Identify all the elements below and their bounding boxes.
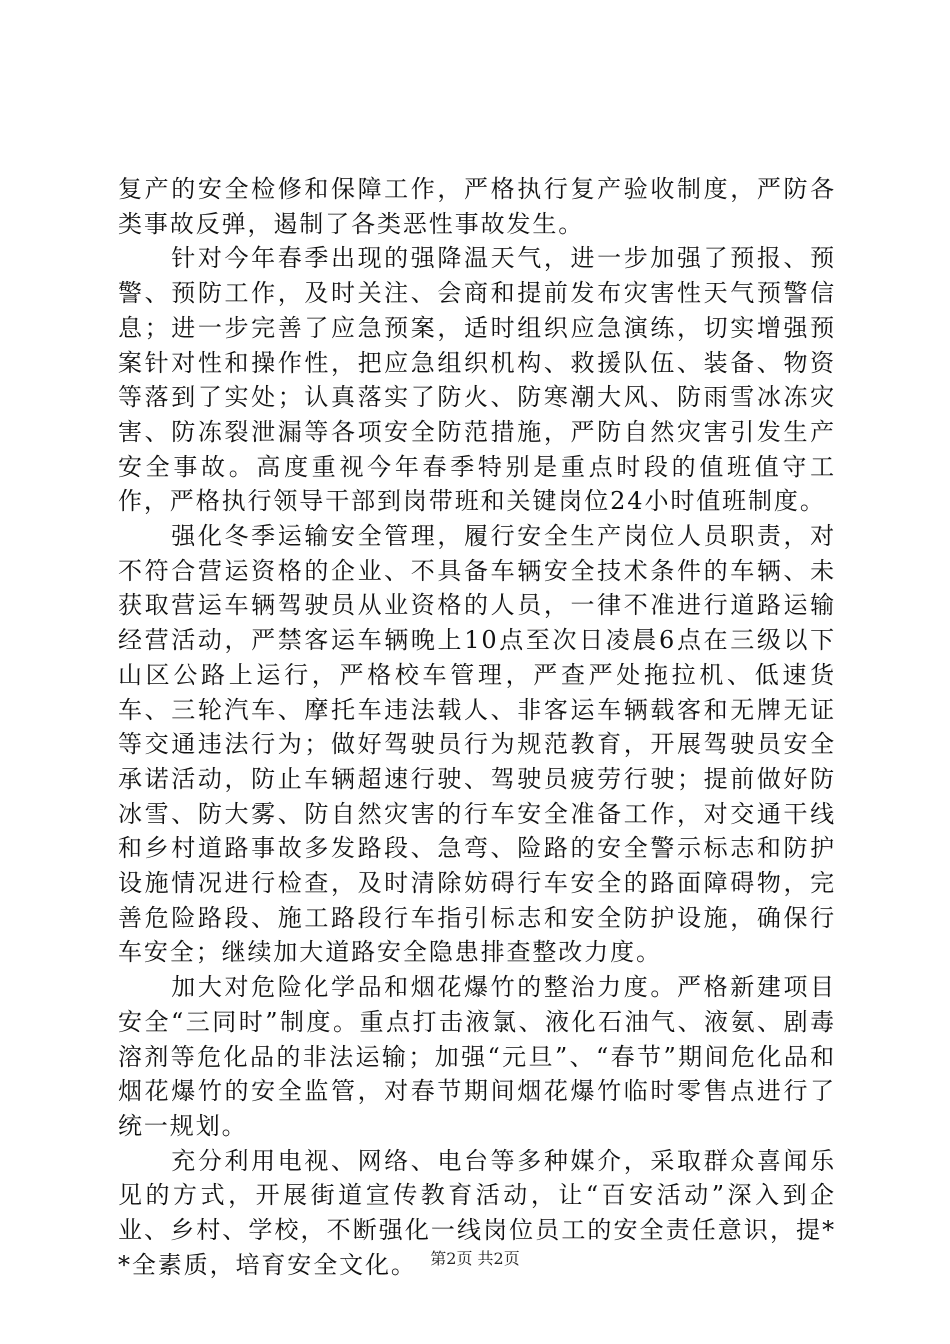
paragraph-safety-publicity: 充分利用电视、网络、电台等多种媒介，采取群众喜闻乐见的方式，开展街道宣传教育活动，让“百安活动”深入到企业、乡村、学校，不断强化一线岗位员工的安全责任意识，提**全素质，培育安全文化。	[118, 1146, 836, 1279]
paragraph-continuation: 复产的安全检修和保障工作，严格执行复产验收制度，严防各类事故反弹，遏制了各类恶性事故发生。	[118, 175, 836, 238]
paragraph-hazardous-chemicals: 加大对危险化学品和烟花爆竹的整治力度。严格新建项目安全“三同时”制度。重点打击液氯、液化石油气、液氨、剧毒溶剂等危化品的非法运输；加强“元旦”、“春节”期间危化品和烟花爆竹的安全监管，对春节期间烟花爆竹临时零售点进行了统一规划。	[118, 973, 836, 1140]
document-body	[118, 172, 836, 1283]
paragraph-transport-safety: 强化冬季运输安全管理，履行安全生产岗位人员职责，对不符合营运资格的企业、不具备车辆安全技术条件的车辆、未获取营运车辆驾驶员从业资格的人员，一律不准进行道路运输经营活动，严禁客运车辆晚上10点至次日凌晨6点在三级以下山区公路上运行，严格校车管理，严查严处拖拉机、低速货车、三轮汽车、摩托车违法载人、非客运车辆载客和无牌无证等交通违法行为；做好驾驶员行为规范教育，开展驾驶员安全承诺活动，防止车辆超速行驶、驾驶员疲劳行驶；提前做好防冰雪、防大雾、防自然灾害的行车安全准备工作，对交通干线和乡村道路事故多发路段、急弯、险路的安全警示标志和防护设施情况进行检查，及时清除妨碍行车安全的路面障碍物，完善危险路段、施工路段行车指引标志和安全防护设施，确保行车安全；继续加大道路安全隐患排查整改力度。	[118, 522, 836, 967]
paragraph-weather-warning: 针对今年春季出现的强降温天气，进一步加强了预报、预警、预防工作，及时关注、会商和提前发布灾害性天气预警信息；进一步完善了应急预案，适时组织应急演练，切实增强预案针对性和操作性，把应急组织机构、救援队伍、装备、物资等落到了实处；认真落实了防火、防寒潮大风、防雨雪冰冻灾害、防冻裂泄漏等各项安全防范措施，严防自然灾害引发生产安全事故。高度重视今年春季特别是重点时段的值班值守工作，严格执行领导干部到岗带班和关键岗位24小时值班制度。	[118, 244, 836, 516]
page-number-footer: 第2页 共2页	[430, 1249, 520, 1268]
